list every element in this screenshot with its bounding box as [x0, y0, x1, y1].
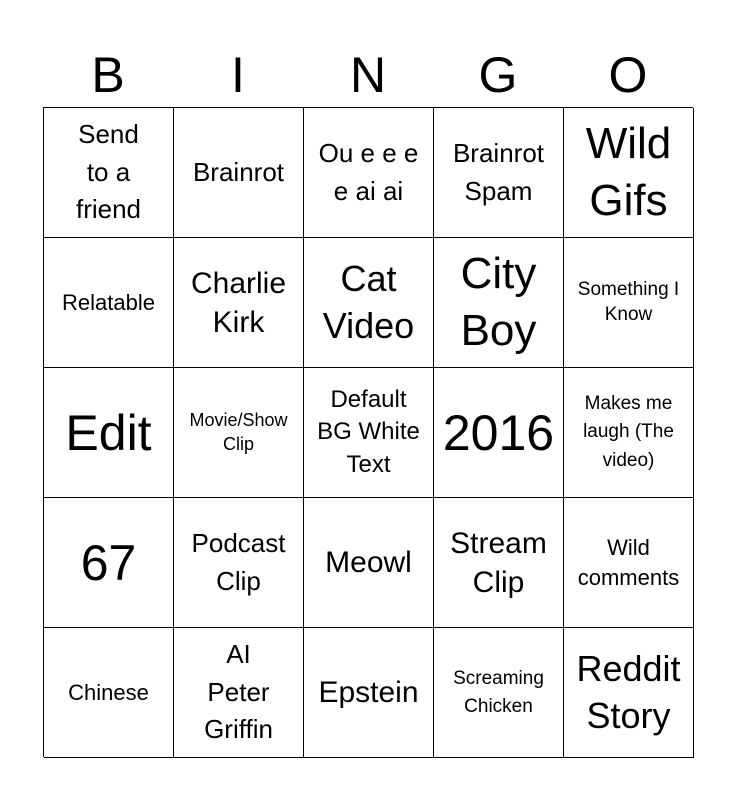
bingo-cell[interactable]	[174, 108, 304, 238]
bingo-cell[interactable]	[304, 238, 434, 368]
bingo-cell[interactable]	[434, 108, 564, 238]
bingo-cell[interactable]	[174, 238, 304, 368]
bingo-cell[interactable]	[304, 498, 434, 628]
bingo-cell[interactable]	[304, 368, 434, 498]
bingo-cell[interactable]	[44, 628, 174, 758]
cell-label: Reddit Story	[576, 648, 681, 736]
bingo-header	[43, 42, 693, 108]
cell-label: Edit	[65, 404, 152, 461]
cell-label: Ou e e e e ai ai	[318, 137, 419, 206]
bingo-cell[interactable]	[304, 628, 434, 758]
bingo-cell[interactable]	[44, 368, 174, 498]
header-letter-n: N	[349, 47, 387, 103]
cell-label: AI Peter Griffin	[204, 638, 273, 745]
bingo-cell[interactable]	[434, 238, 564, 368]
header-letter-b: B	[91, 47, 125, 103]
cell-label: Wild comments	[577, 535, 680, 590]
bingo-cell[interactable]	[564, 628, 694, 758]
bingo-cell[interactable]	[174, 368, 304, 498]
cell-label: Screaming Chicken	[453, 667, 544, 717]
bingo-cell[interactable]	[434, 368, 564, 498]
bingo-cell[interactable]	[434, 628, 564, 758]
cell-label: Meowl	[325, 546, 412, 579]
cell-label: Podcast Clip	[191, 527, 286, 596]
bingo-cell[interactable]	[174, 498, 304, 628]
cell-label: Chinese	[68, 679, 149, 705]
bingo-cell[interactable]	[564, 498, 694, 628]
cell-label: Movie/Show Clip	[189, 409, 288, 454]
bingo-cell[interactable]	[434, 498, 564, 628]
bingo-cell[interactable]	[564, 238, 694, 368]
cell-label: Brainrot	[192, 156, 285, 187]
cell-label: Stream Clip	[450, 526, 547, 599]
cell-label: Wild Gifs	[585, 119, 672, 225]
cell-label: Charlie Kirk	[190, 266, 287, 339]
header-letter-g: G	[478, 47, 518, 103]
bingo-cell[interactable]	[44, 498, 174, 628]
cell-label: 2016	[442, 404, 555, 461]
cell-label: Brainrot Spam	[452, 137, 545, 206]
cell-label: Send to a friend	[75, 118, 142, 225]
cell-label: Something I Know	[577, 279, 680, 325]
cell-label: Epstein	[318, 676, 419, 709]
header-letter-o: O	[608, 47, 648, 103]
cell-label: City Boy	[460, 249, 537, 355]
cell-label: Cat Video	[322, 258, 415, 346]
header-letter-i: I	[231, 47, 245, 103]
cell-label: Relatable	[62, 289, 155, 315]
bingo-cell[interactable]	[564, 368, 694, 498]
cell-label: 67	[80, 534, 137, 591]
bingo-cell[interactable]	[44, 238, 174, 368]
bingo-cell[interactable]	[564, 108, 694, 238]
bingo-cell[interactable]	[174, 628, 304, 758]
bingo-cell[interactable]	[44, 108, 174, 238]
bingo-cell[interactable]	[304, 108, 434, 238]
cell-label: Makes me laugh (The video)	[583, 392, 674, 471]
cell-label: Default BG White Text	[317, 385, 420, 478]
bingo-board	[43, 107, 693, 757]
